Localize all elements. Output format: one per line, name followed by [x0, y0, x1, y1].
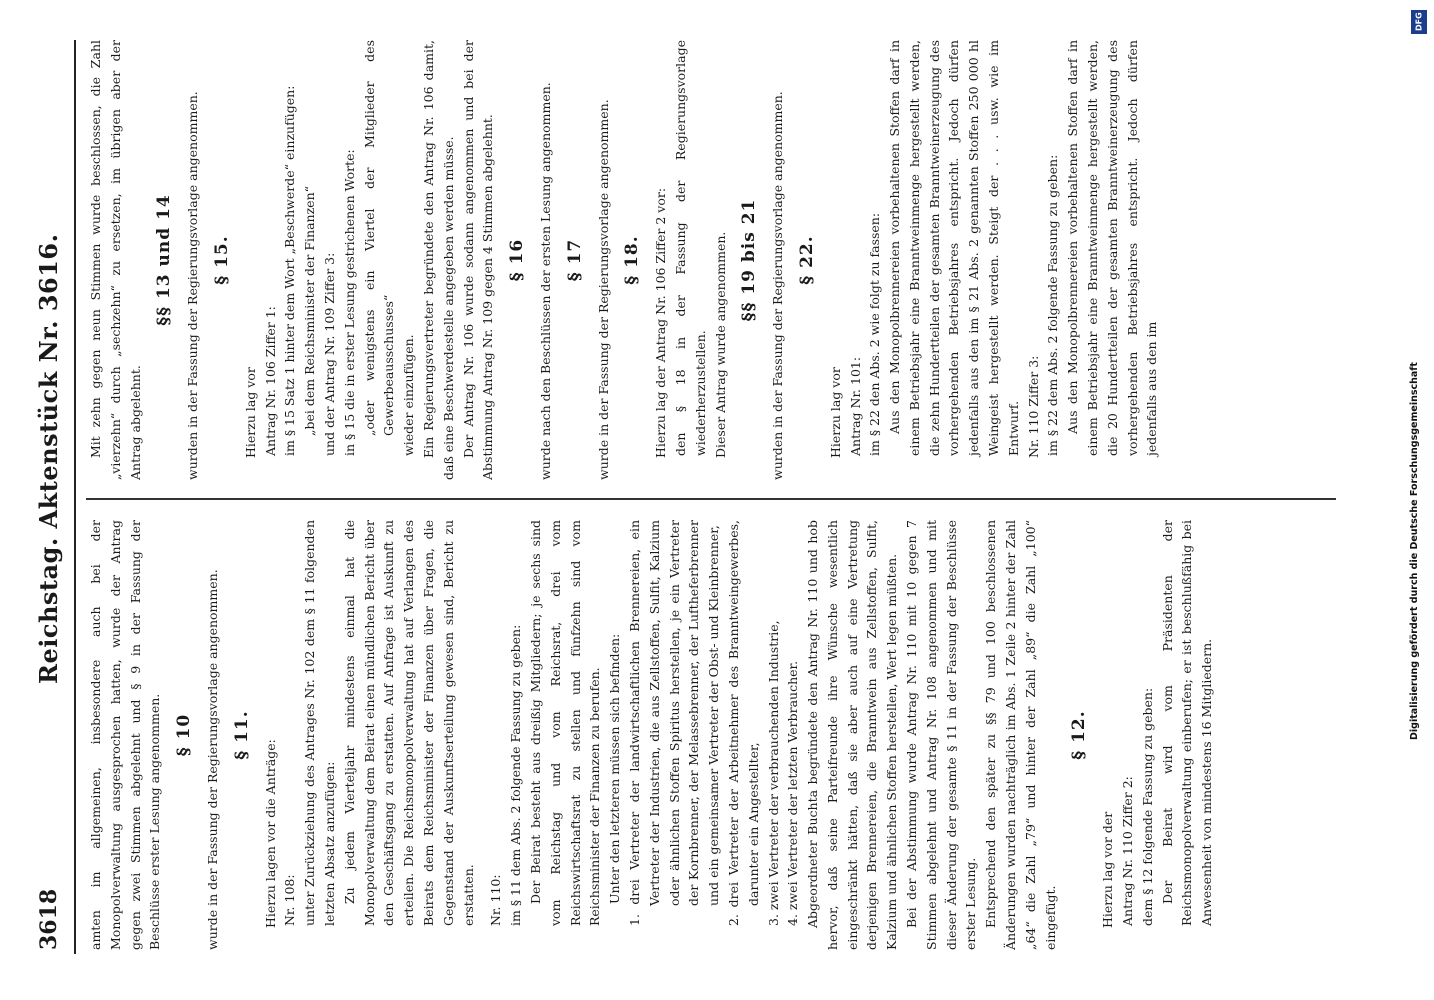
paragraph: Hierzu lag der Antrag Nr. 106 Ziffer 2 vor: — [653, 187, 669, 458]
motion-label: Antrag Nr. 110 Ziffer 2: — [1120, 776, 1136, 926]
paragraph: Hierzu lag vor — [827, 367, 843, 458]
paragraph: Bei der Abstimmung wurde Antrag Nr. 110 mit 10 gegen 7 Stimmen abgelehnt und Antrag Nr. 108 angenommen und mit dieser Änderung der gesamte § 11 in der Fassung der Beschlüsse erster Lesung. — [904, 520, 979, 950]
motion-label: Nr. 108: — [282, 874, 298, 926]
paragraph: wurden in der Fassung der Regierungsvorlage angenommen. — [185, 91, 201, 480]
paragraph: in § 15 die in erster Lesung gestrichenen Worte: — [341, 149, 357, 456]
quoted-text: „bei dem Reichsminister der Finanzen“ — [302, 185, 318, 436]
paragraph: unter Zurückziehung des Antrages Nr. 102 dem § 11 folgenden letzten Absatz anzufügen: — [302, 520, 337, 926]
paragraph: Unter den letzteren müssen sich befinden: — [607, 633, 623, 904]
paragraph: Entsprechend den später zu §§ 79 und 100 beschlossenen Änderungen wurden nachträglich im Abs. 1 Zeile 2 hinter der Zahl „64“ die Zahl „79“ und hinter der Zahl „89“ die Zahl „100“ eingefügt. — [983, 520, 1058, 950]
paragraph: Der Antrag Nr. 106 wurde sodann angenommen und bei der Abstimmung Antrag Nr. 109 gegen 4 Stimmen abgelehnt. — [460, 40, 496, 480]
page-header — [26, 40, 76, 954]
paragraph: Abgeordneter Buchta begründete den Antrag Nr. 110 und hob hervor, daß seine Parteifreunde ihre Wünsche wesentlich eingeschränkt hätten, daß sie aber auch auf eine Vertretung derjenigen Brennereien, die Branntwein aus Zellstoffen, Sulfit, Kalzium und ähnlichen Stoffen herstellen, Wert legen müßten. — [805, 520, 900, 950]
page-number: 3618 — [36, 888, 62, 950]
paragraph: Hierzu lag vor der — [1100, 811, 1116, 928]
paragraph: wurden in der Fassung der Regierungsvorlage angenommen. — [770, 91, 786, 480]
motion-label: Nr. 110: — [488, 874, 504, 926]
quoted-text: Aus den Monopolbrennereien vorbehaltenen Stoffen darf in einem Betriebsjahr eine Branntweinmenge hergestellt werden, die zehn Hundertteilen der gesamten Branntweinerzeugung des vorhergehenden Betriebsjahres entspricht. Jedoch dürfen jedenfalls aus den im § 21 Abs. 2 genannten Stoffen 250 000 hl Weingeist hergestellt werden. Steigt der . . . usw. wie im Entwurf. — [887, 40, 1021, 456]
paragraph: Ein Regierungsvertreter begründete den Antrag Nr. 106 damit, daß eine Beschwerdestelle angegeben werden müsse. — [420, 40, 456, 480]
list-item: 1. drei Vertreter der landwirtschaftlichen Brennereien, ein Vertreter der Industrien, die aus Zellstoffen, Sulfit, Kalzium oder ähnlichen Stoffen Spiritus herstellen, je ein Vertreter der Kornbrenner, der Melassebrenner, der Luftheferbrenner und ein gemeinsamer Vertreter der Obst- und Kleinbrenner, — [626, 520, 722, 926]
digitization-credit: Digitalisierung gefördert durch die Deutsche Forschungsgemeinschaft — [1409, 362, 1420, 740]
left-column — [86, 520, 1346, 950]
quoted-text: Aus den Monopolbrennereien vorbehaltenen Stoffen darf in einem Betriebsjahr eine Branntweinmenge hergestellt werden, die 20 Hundertteilen der gesamten Branntweinerzeugung des vorhergehenden Betriebsjahres entspricht. Jedoch dürfen jedenfalls aus den im — [1065, 40, 1160, 456]
section-heading: § 11. — [231, 710, 252, 760]
paragraph: Hierzu lag vor — [242, 367, 258, 458]
section-heading: § 15. — [211, 235, 232, 285]
section-heading: § 17 — [564, 238, 585, 282]
paragraph: im § 22 den Abs. 2 wie folgt zu fassen: — [867, 212, 883, 456]
paragraph: Dieser Antrag wurde angenommen. — [712, 231, 728, 458]
paragraph: wurde in der Fassung der Regierungsvorlage angenommen. — [595, 99, 611, 480]
paragraph: wurde nach den Beschlüssen der ersten Lesung angenommen. — [537, 82, 553, 480]
quoted-text: Der Beirat besteht aus dreißig Mitgliedern; je sechs sind vom Reichstag und vom Reichsrat, drei vom Reichswirtschaftsrat zu stellen und fünfzehn sind vom Reichsminister der Finanzen zu berufen. — [527, 520, 603, 926]
paragraph: im § 22 dem Abs. 2 folgende Fassung zu geben: — [1045, 154, 1061, 456]
motion-label: Nr. 110 Ziffer 3: — [1025, 355, 1041, 458]
column-divider — [86, 498, 1336, 500]
paragraph: amten im allgemeinen, insbesondere auch bei der Monopolverwaltung ausgesprochen hatten, wurde der Antrag gegen zwei Stimmen abgelehnt und § 9 in der Fassung der Beschlüsse erster Lesung angenommen. — [88, 520, 163, 950]
section-heading: § 18. — [622, 235, 643, 285]
paragraph: Mit zehn gegen neun Stimmen wurde beschlossen, die Zahl „vierzehn“ durch „sechzehn“ zu ersetzen, im übrigen aber der Antrag abgelehnt. — [88, 40, 143, 480]
motion-label: Antrag Nr. 106 Ziffer 1: — [262, 306, 278, 456]
paragraph: im § 11 dem Abs. 2 folgende Fassung zu geben: — [508, 624, 524, 926]
section-heading: § 22. — [796, 235, 817, 285]
quoted-text: Zu jedem Vierteljahr mindestens einmal hat die Monopolverwaltung dem Beirat einen mündlichen Bericht über den Geschäftsgang zu erstatten. Auf Anfrage ist Auskunft zu erteilen. Die Reichsmonopolverwaltung hat auf Verlangen des Beirats dem Reichsminister der Finanzen über Fragen, die Gegenstand der Auskunftserteilung gewesen sind, Bericht zu erstatten. — [341, 520, 476, 926]
list-item: 2. drei Vertreter der Arbeitnehmer des Branntweingewerbes, darunter ein Angestellter, — [725, 520, 761, 926]
paragraph: im § 15 Satz 1 hinter dem Wort „Beschwerde“ einzufügen: — [282, 85, 298, 456]
paragraph: wurde in der Fassung der Regierungsvorlage angenommen. — [204, 569, 220, 950]
motion-label: Antrag Nr. 101: — [847, 356, 863, 456]
paragraph: und der Antrag Nr. 109 Ziffer 3: — [321, 252, 337, 456]
section-heading: § 12. — [1069, 710, 1090, 760]
section-heading: § 16 — [507, 238, 528, 282]
right-column — [86, 40, 1346, 480]
spacer — [478, 520, 486, 950]
quoted-text: „oder wenigstens ein Viertel der Mitglieder des Gewerbeausschusses“ — [361, 40, 397, 436]
paragraph: Hierzu lagen vor die Anträge: — [262, 739, 278, 928]
section-heading: §§ 19 bis 21 — [739, 198, 760, 322]
digitization-stamp — [1407, 4, 1429, 996]
dfg-logo: DFG — [1411, 10, 1427, 34]
quoted-text: Der Beirat wird vom Präsidenten der Reichsmonopolverwaltung einberufen; er ist beschlußfähig bei Anwesenheit von mindestens 16 Mitgliedern. — [1159, 520, 1215, 926]
list-item: 3. zwei Vertreter der verbrauchenden Industrie, — [765, 620, 781, 926]
paragraph: dem § 12 folgende Fassung zu geben: — [1139, 687, 1155, 926]
section-heading: § 10 — [174, 713, 195, 757]
section-heading: §§ 13 und 14 — [154, 194, 175, 326]
paragraph: den § 18 in der Fassung der Regierungsvorlage wiederherzustellen. — [672, 40, 708, 456]
paragraph: wieder einzufügen. — [401, 334, 417, 456]
running-title: Reichstag. Aktenstück Nr. 3616. — [34, 233, 63, 684]
list-item: 4. zwei Vertreter der letzten Verbraucher. — [785, 660, 801, 926]
